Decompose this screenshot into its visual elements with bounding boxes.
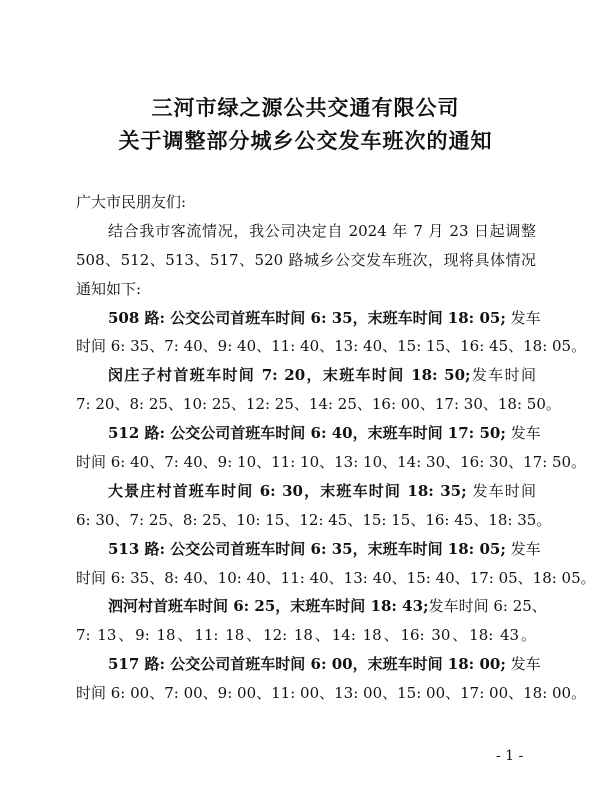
page-number: - 1 -	[496, 748, 524, 764]
schedule-route-bold: 泗河村首班车时间 6: 25，末班车时间 18: 43;	[108, 597, 429, 616]
schedule-heading	[76, 361, 536, 390]
title-line-1: 三河市绿之源公共交通有限公司	[151, 95, 460, 120]
intro-line: 结合我市客流情况，我公司决定自 2024 年 7 月 23 日起调整	[108, 221, 536, 240]
schedule-times: 7: 20、8: 25、10: 25、12: 25、14: 25、16: 00、17: 30、18: 50。	[76, 395, 561, 414]
document-body	[76, 188, 596, 708]
schedule-times: 6: 30、7: 25、8: 25、10: 15、12: 45、15: 15、16: 45、18: 35。	[76, 510, 552, 529]
schedule-route-bold: 大景庄村首班车时间 6: 30，末班车时间 18: 35;	[108, 481, 467, 500]
schedule-route-rest: 发车	[505, 539, 541, 558]
schedule-route-rest: 发车	[505, 655, 541, 674]
schedule-times: 时间 6: 40、7: 40、9: 10、11: 10、13: 10、14: 30、16: 30、17: 50。	[76, 453, 587, 472]
intro-line: 508、512、513、517、520 路城乡公交发车班次，现将具体情况	[76, 250, 536, 269]
schedule-route-bold: 517 路: 公交公司首班车时间 6: 00，末班车时间 18: 00;	[108, 655, 506, 674]
schedule-route-bold: 闵庄子村首班车时间 7: 20，末班车时间 18: 50;	[108, 366, 471, 385]
title-line-2: 关于调整部分城乡公交发车班次的通知	[118, 128, 493, 153]
schedule-heading	[76, 477, 536, 506]
schedule-route-rest: 发车	[505, 308, 541, 327]
schedule-route-rest: 发车时间	[470, 366, 536, 385]
schedule-times: 时间 6: 35、7: 40、9: 40、11: 40、13: 40、15: 15、16: 45、18: 05。	[76, 337, 587, 356]
schedule-times: 7: 13、9: 18、11: 18、12: 18、14: 18、16: 30、18: 43。	[76, 626, 536, 645]
schedule-heading	[76, 592, 547, 621]
schedule-times: 时间 6: 00、7: 00、9: 00、11: 00、13: 00、15: 00、17: 00、18: 00。	[76, 684, 587, 703]
schedule-route-bold: 513 路: 公交公司首班车时间 6: 35，末班车时间 18: 05;	[108, 539, 506, 558]
schedule-times: 时间 6: 35、8: 40、10: 40、11: 40、13: 40、15: 40、17: 05、18: 05。	[76, 568, 596, 587]
schedule-heading	[76, 419, 541, 448]
schedule-route-rest: 发车	[505, 424, 541, 443]
intro-line: 通知如下:	[76, 279, 142, 298]
schedule-route-rest: 发车时间	[466, 481, 536, 500]
schedule-route-bold: 508 路: 公交公司首班车时间 6: 35，末班车时间 18: 05;	[108, 308, 506, 327]
schedule-heading	[76, 650, 541, 679]
schedule-heading	[76, 535, 541, 564]
salutation: 广大市民朋友们:	[76, 193, 187, 211]
schedule-heading	[76, 304, 541, 333]
schedule-route-bold: 512 路: 公交公司首班车时间 6: 40，末班车时间 17: 50;	[108, 424, 506, 443]
schedule-route-rest: 发车时间 6: 25、	[428, 597, 547, 616]
